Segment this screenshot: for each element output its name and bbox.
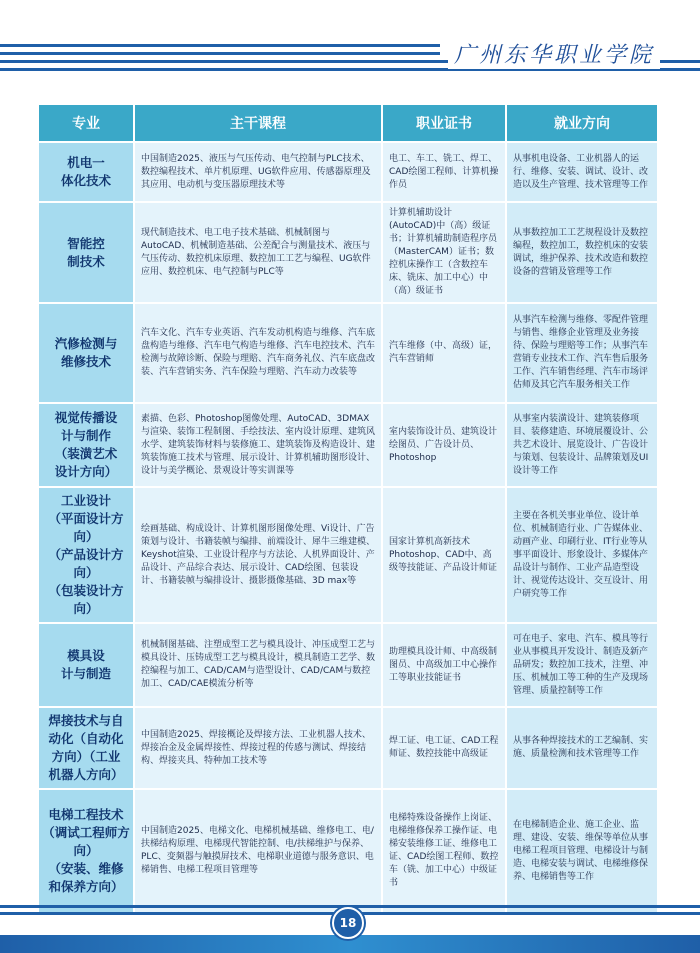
- career-cell: 在电梯制造企业、施工企业、监理、建设、安装、维保等单位从事电梯工程项目管理、电梯设计与制造、电梯安装与调试、电梯维修保养、电梯销售等工作: [507, 790, 657, 912]
- career-cell: 从事汽车检测与维修、零配件管理与销售、维修企业管理及业务接待、保险与理赔等工作；从事汽车营销专业技术工作、汽车售后服务工作、汽车销售经理、汽车市场评估师及其它汽车服务相关工作: [507, 304, 657, 402]
- program-table: [37, 103, 659, 914]
- header-stripe: [0, 52, 440, 55]
- courses-cell: 中国制造2025、液压与气压传动、电气控制与PLC技术、数控编程技术、单片机原理、UG软件应用、传感器原理及其应用、电动机与变压器原理技术等: [135, 143, 381, 201]
- certs-cell: 国家计算机高新技术Photoshop、CAD中、高级等技能证、产品设计师证: [383, 488, 505, 622]
- certs-cell: 汽车维修（中、高级）证，汽车营销师: [383, 304, 505, 402]
- courses-cell: 汽车文化、汽车专业英语、汽车发动机构造与维修、汽车底盘构造与维修、汽车电气构造与维修、汽车电控技术、汽车检测与故障诊断、保险与理赔、汽车商务礼仪、汽车底盘改装、汽车营销实务、汽车保险与理赔、汽车动力改装等: [135, 304, 381, 402]
- major-cell: 工业设计 （平面设计方向） （产品设计方向） （包装设计方向）: [39, 488, 133, 622]
- column-header-courses: 主干课程: [135, 105, 381, 141]
- table-header-row: [39, 105, 657, 141]
- certs-cell: 电梯特殊设备操作上岗证、电梯维修保养工操作证、电梯安装维修工证、维修电工证、CAD绘图工程师、数控车（铣、加工中心）中级证书: [383, 790, 505, 912]
- courses-cell: 中国制造2025、焊接概论及焊接方法、工业机器人技术、焊接冶金及金属焊接性、焊接过程的传感与测试、焊接结构、焊接夹具、特种加工技术等: [135, 708, 381, 788]
- certs-cell: 助理模具设计师、中高级制图员、中高级加工中心操作工等职业技能证书: [383, 624, 505, 706]
- certs-cell: 计算机辅助设计(AutoCAD)中（高）级证书；计算机辅助制造程序员（MasterCAM）证书；数控机床操作工（含数控车床、铣床、加工中心）中（高）级证书: [383, 203, 505, 302]
- table-row: [39, 143, 657, 201]
- certs-cell: 焊工证、电工证、CAD工程师证、数控技能中高级证: [383, 708, 505, 788]
- table-row: [39, 304, 657, 402]
- career-cell: 可在电子、家电、汽车、模具等行业从事模具开发设计、制造及新产品研发；数控加工技术，注塑、冲压、机械加工等工种的生产及现场管理、质量控制等工作: [507, 624, 657, 706]
- courses-cell: 绘画基础、构成设计、计算机图形图像处理、Vi设计、广告策划与设计、书籍装帧与编排、前端设计、犀牛三维建模、Keyshot渲染、工业设计程序与方法论、人机界面设计、产品设计、产品综合表达、展示设计、CAD绘图、包装设计、书籍装帧与编排设计、摄影摄像基础、3D max等: [135, 488, 381, 622]
- major-cell: 视觉传播设 计与制作 （装潢艺术 设计方向）: [39, 404, 133, 486]
- career-cell: 从事数控加工工艺规程设计及数控编程，数控加工，数控机床的安装调试，维护保养、技术改造和数控设备的营销及管理等工作: [507, 203, 657, 302]
- major-cell: 智能控 制技术: [39, 203, 133, 302]
- column-header-certs: 职业证书: [383, 105, 505, 141]
- courses-cell: 中国制造2025、电梯文化、电梯机械基础、维修电工、电/扶梯结构原理、电梯现代智能控制、电/扶梯维护与保养、PLC、变频器与触摸屏技术、电梯职业道德与服务意识、电梯销售、电梯工程项目管理等: [135, 790, 381, 912]
- major-cell: 电梯工程技术 （调试工程师方向） （安装、维修 和保养方向）: [39, 790, 133, 912]
- career-cell: 从事机电设备、工业机器人的运行、维修、安装、调试、设计、改造以及生产管理、技术管理等工作: [507, 143, 657, 201]
- career-cell: 主要在各机关事业单位、设计单位、机械制造行业、广告媒体业、动画产业、印刷行业、IT行业等从事平面设计、形象设计、多媒体产品设计与制作、工业产品造型设计、视觉传达设计、交互设计、用户研究等工作: [507, 488, 657, 622]
- table-row: [39, 488, 657, 622]
- school-name: 广州东华职业学院: [448, 38, 660, 69]
- courses-cell: 素描、色彩、Photoshop图像处理、AutoCAD、3DMAX与渲染、装饰工程制图、手绘技法、室内设计原理、建筑风水学、建筑装饰材料与装修施工、建筑装饰及构造设计、建筑装饰施工技术与管理、展示设计、计算机辅助图形设计、设计与美学概论、景观设计等实训课等: [135, 404, 381, 486]
- table-row: [39, 404, 657, 486]
- major-cell: 机电一 体化技术: [39, 143, 133, 201]
- certs-cell: 室内装饰设计员、建筑设计绘图员、广告设计员、Photoshop: [383, 404, 505, 486]
- major-cell: 模具设 计与制造: [39, 624, 133, 706]
- column-header-career: 就业方向: [507, 105, 657, 141]
- page-number: 18: [332, 907, 364, 939]
- table-row: [39, 708, 657, 788]
- certs-cell: 电工、车工、铣工、焊工、CAD绘图工程师、计算机操作员: [383, 143, 505, 201]
- column-header-major: 专业: [39, 105, 133, 141]
- career-cell: 从事各种焊接技术的工艺编制、实施、质量检测和技术管理等工作: [507, 708, 657, 788]
- table-row: [39, 790, 657, 912]
- career-cell: 从事室内装潢设计、建筑装修项目、装修建造、环境展覆设计、公共艺术设计、展览设计、广告设计与策划、包装设计、品牌策划及UI设计等工作: [507, 404, 657, 486]
- courses-cell: 机械制图基础、注塑成型工艺与模具设计、冲压成型工艺与模具设计、压铸成型工艺与模具设计，模具制造工艺学、数控编程与加工、CAD/CAM与造型设计、CAD/CAM与数控加工、CAD/CAE模流分析等: [135, 624, 381, 706]
- table-row: [39, 624, 657, 706]
- table-row: [39, 203, 657, 302]
- major-cell: 汽修检测与 维修技术: [39, 304, 133, 402]
- courses-cell: 现代制造技术、电工电子技术基础、机械制图与AutoCAD、机械制造基础、公差配合与测量技术、液压与气压传动、数控机床原理、数控加工工艺与编程、UG软件应用、数控机床、电气控制与PLC等: [135, 203, 381, 302]
- major-cell: 焊接技术与自 动化（自动化 方向）（工业 机器人方向）: [39, 708, 133, 788]
- page-header: [0, 0, 700, 80]
- header-stripe: [0, 44, 440, 47]
